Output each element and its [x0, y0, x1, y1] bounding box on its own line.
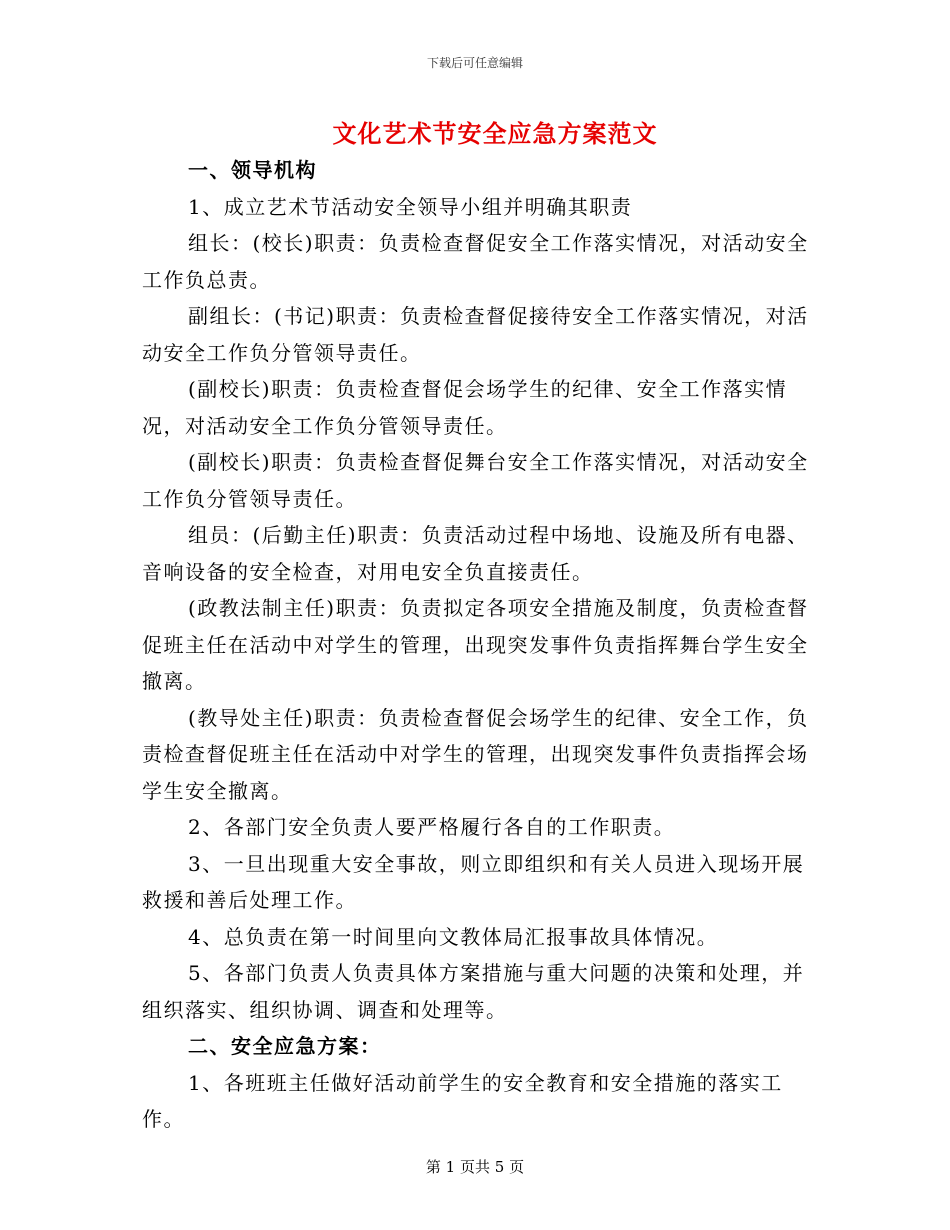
paragraph-12: 5、各部门负责人负责具体方案措施与重大问题的决策和处理，并组织落实、组织协调、调查和处理等。: [142, 961, 805, 1022]
paragraph-13: 1、各班班主任做好活动前学生的安全教育和安全措施的落实工作。: [142, 1070, 783, 1131]
header-note: 下载后可任意编辑: [426, 56, 523, 70]
paragraph-6: 组员：(后勤主任)职责：负责活动过程中场地、设施及所有电器、音响设备的安全检查，对用电安全负直接责任。: [142, 523, 809, 584]
paragraph-8: (教导处主任)职责：负责检查督促会场学生的纪律、安全工作，负责检查督促班主任在活动中对学生的管理，出现突发事件负责指挥会场学生安全撤离。: [142, 705, 809, 803]
page-number: 第 1 页共 5 页: [425, 1158, 525, 1176]
paragraph-1: 1、成立艺术节活动安全领导小组并明确其职责: [188, 194, 633, 219]
paragraph-4: (副校长)职责：负责检查督促会场学生的纪律、安全工作落实情况，对活动安全工作负分管领导责任。: [142, 377, 788, 438]
document-body: [142, 152, 822, 1138]
paragraph-2: 组长：(校长)职责：负责检查督促安全工作落实情况，对活动安全工作负总责。: [142, 231, 809, 292]
paragraph-5: (副校长)职责：负责检查督促舞台安全工作落实情况，对活动安全工作负分管领导责任。: [142, 450, 809, 511]
document-title: 文化艺术节安全应急方案范文: [332, 119, 658, 148]
paragraph-11: 4、总负责在第一时间里向文教体局汇报事故具体情况。: [188, 924, 719, 949]
section-heading-emergency-plan: 二、安全应急方案：: [188, 1034, 382, 1058]
paragraph-10: 3、一旦出现重大安全事故，则立即组织和有关人员进入现场开展救援和善后处理工作。: [142, 851, 805, 912]
paragraph-9: 2、各部门安全负责人要严格履行各自的工作职责。: [188, 815, 676, 839]
paragraph-7: (政教法制主任)职责：负责拟定各项安全措施及制度，负责检查督促班主任在活动中对学生的管理，出现突发事件负责指挥舞台学生安全撤离。: [142, 596, 809, 693]
section-heading-leadership: 一、领导机构: [188, 158, 317, 182]
paragraph-3: 副组长：(书记)职责：负责检查督促接待安全工作落实情况，对活动安全工作负分管领导责任。: [142, 304, 809, 365]
